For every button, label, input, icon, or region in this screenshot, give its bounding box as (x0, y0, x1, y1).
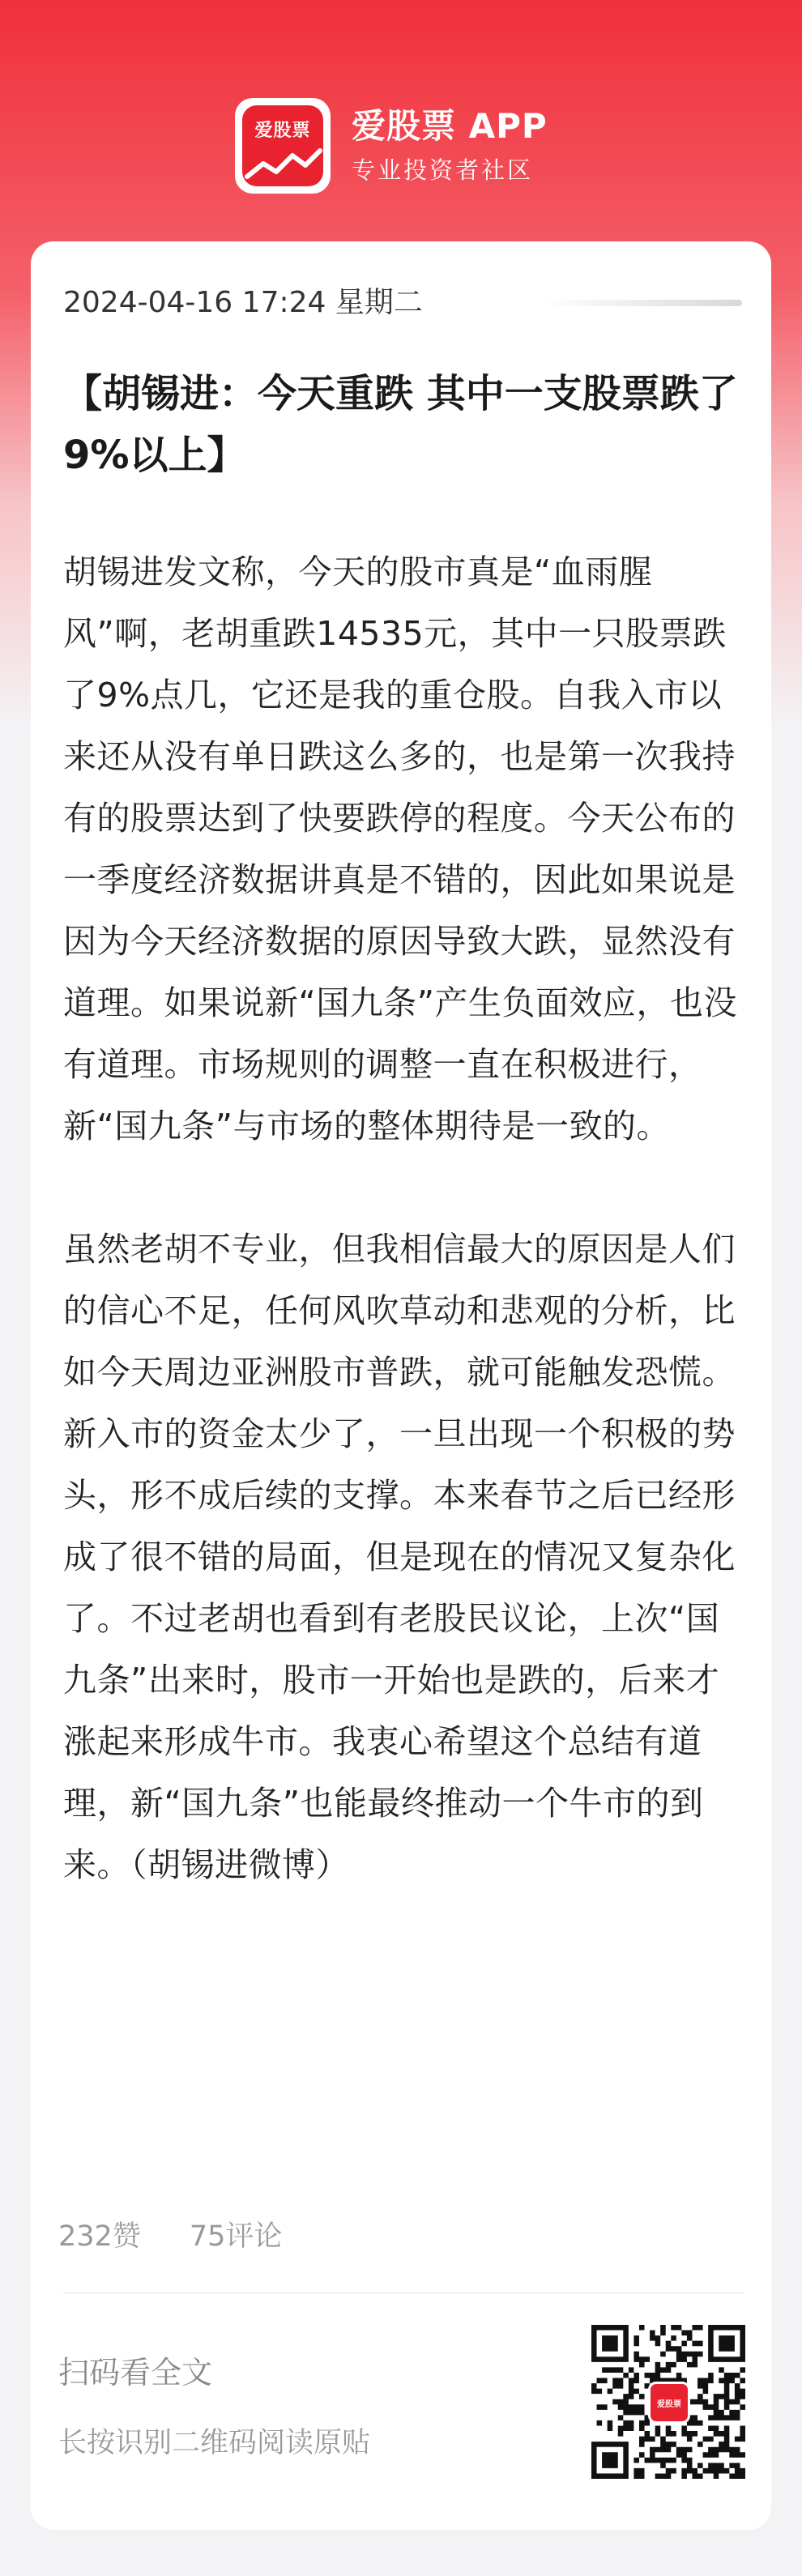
comment-count[interactable]: 75评论 (189, 2220, 283, 2253)
app-name: 爱股票 APP (352, 106, 548, 146)
post-paragraph: 胡锡进发文称，今天的股市真是“血雨腥风”啊，老胡重跌14535元，其中一只股票跌了9%点几，它还是我的重仓股。自我入市以来还从没有单日跌这么多的，也是第一次我持有的股票达到了快要跌停的程度。今天公布的一季度经济数据讲真是不错的，因此如果说是因为今天经济数据的原因导致大跌，显然没有道理。如果说新“国九条”产生负面效应，也没有道理。市场规则的调整一直在积极进行，新“国九条”与市场的整体期待是一致的。 (63, 552, 737, 1145)
qr-code[interactable] (591, 2325, 745, 2479)
post-datetime: 2024-04-16 17:24 星期二 (63, 286, 423, 319)
like-count[interactable]: 232赞 (58, 2220, 141, 2253)
app-logo-badge (242, 105, 323, 186)
divider (63, 2292, 744, 2294)
qr-logo: 爱股票 (648, 2382, 690, 2424)
post-body (63, 541, 749, 1896)
app-tagline: 专业投资者社区 (352, 156, 534, 184)
post-stats (58, 2214, 282, 2254)
app-logo-text: 爱股票 (254, 121, 311, 141)
app-logo (235, 98, 331, 194)
post-card (31, 241, 771, 2530)
post-title: 【胡锡进：今天重跌 其中一支股票跌了9%以上】 (63, 371, 738, 478)
decorative-line (543, 300, 742, 306)
trend-line-icon (242, 141, 323, 186)
scan-prompt-subtitle: 长按识别二维码阅读原贴 (58, 2427, 371, 2459)
post-paragraph: 虽然老胡不专业，但我相信最大的原因是人们的信心不足，任何风吹草动和悲观的分析，比如今天周边亚洲股市普跌，就可能触发恐慌。新入市的资金太少了，一旦出现一个积极的势头，形不成后续的支撑。本来春节之后已经形成了很不错的局面，但是现在的情况又复杂化了。不过老胡也看到有老股民议论，上次“国九条”出来时，股市一开始也是跌的，后来才涨起来形成牛市。我衷心希望这个总结有道理，新“国九条”也能最终推动一个牛市的到来。（胡锡进微博） (63, 1230, 736, 1884)
scan-prompt-title: 扫码看全文 (58, 2355, 213, 2390)
brand-header (235, 93, 591, 198)
